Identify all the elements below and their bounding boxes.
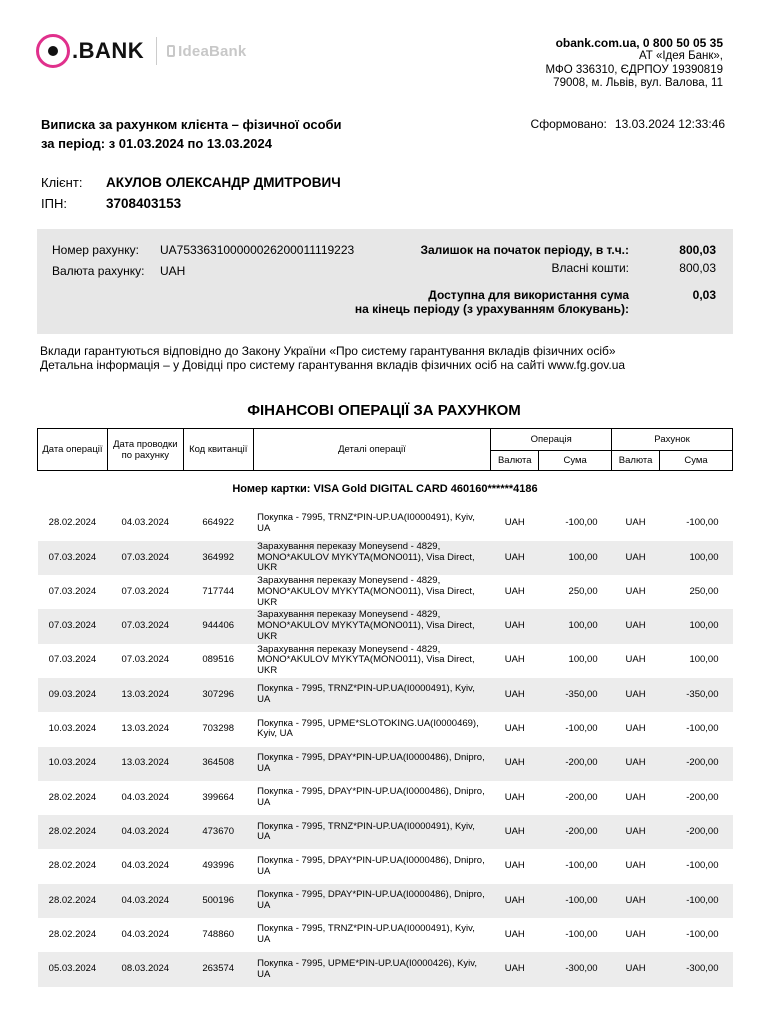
client-name: АКУЛОВ ОЛЕКСАНДР ДМИТРОВИЧ <box>106 175 341 190</box>
deposit-note-line2: Детальна інформація – у Довідці про систему гарантування вкладів фізичних осіб на сайті www.fg.gov.ua <box>40 357 626 372</box>
row-op-amount: 100,00 <box>539 541 612 575</box>
row-details: Зарахування переказу Moneysend - 4829, MONO*AKULOV MYKYTA(MONO011), Visa Direct, UKR <box>257 575 475 608</box>
client-tin-row <box>41 193 341 214</box>
row-post-date: 13.03.2024 <box>121 723 170 735</box>
row-acc-currency: UAH <box>612 609 660 643</box>
row-op-amount: -350,00 <box>539 678 612 712</box>
row-acc-amount: -300,00 <box>660 952 733 986</box>
row-details: Покупка - 7995, DPAY*PIN-UP.UA(I0000486), Dnipro, UA <box>257 786 485 809</box>
header-acc-amount: Сума <box>660 451 733 471</box>
row-details: Покупка - 7995, DPAY*PIN-UP.UA(I0000486), Dnipro, UA <box>257 854 485 877</box>
row-receipt-code: 399664 <box>202 791 235 803</box>
table-row <box>38 747 733 781</box>
row-receipt-code: 703298 <box>202 723 235 735</box>
row-post-date: 04.03.2024 <box>121 928 170 940</box>
table-row <box>38 644 733 678</box>
table-row <box>38 952 733 986</box>
ideabank-logo-text: IdeaBank <box>178 42 247 60</box>
account-currency: UAH <box>160 264 186 278</box>
available-balance-label <box>355 288 629 316</box>
row-details: Зарахування переказу Moneysend - 4829, MONO*AKULOV MYKYTA(MONO011), Visa Direct, UKR <box>253 541 491 575</box>
table-row <box>38 884 733 918</box>
ideabank-logo <box>167 43 246 60</box>
row-op-amount: -100,00 <box>565 928 598 940</box>
row-details: Покупка - 7995, TRNZ*PIN-UP.UA(I0000491), Kyiv, UA <box>257 511 475 534</box>
bank-contact-info <box>546 37 723 90</box>
table-row <box>38 849 733 883</box>
own-funds-value: 800,03 <box>679 261 716 275</box>
row-op-currency: UAH <box>504 928 525 940</box>
row-details: Покупка - 7995, UPME*SLOTOKING.UA(I0000469), Kyiv, UA <box>257 717 479 740</box>
row-acc-currency: UAH <box>612 884 660 918</box>
bank-legal-name: АТ «Ідея Банк», <box>638 50 723 63</box>
row-op-currency: UAH <box>504 517 525 529</box>
row-acc-currency: UAH <box>625 791 646 803</box>
row-acc-amount: -100,00 <box>686 928 719 940</box>
table-row <box>38 815 733 849</box>
row-details: Покупка - 7995, TRNZ*PIN-UP.UA(I0000491), Kyiv, UA <box>257 923 475 946</box>
row-receipt-code: 307296 <box>183 678 253 712</box>
row-acc-currency: UAH <box>612 952 660 986</box>
header-op-amount: Сума <box>539 451 612 471</box>
row-acc-amount: -200,00 <box>660 815 733 849</box>
row-acc-amount: -200,00 <box>686 791 719 803</box>
row-post-date: 04.03.2024 <box>107 815 183 849</box>
obank-logo <box>36 34 246 68</box>
bank-address: 79008, м. Львів, вул. Валова, 11 <box>553 76 723 89</box>
table-row <box>38 541 733 575</box>
row-acc-amount: -100,00 <box>686 723 719 735</box>
available-balance-label-line1: Доступна для використання сума <box>428 288 629 302</box>
generated-value: 13.03.2024 12:33:46 <box>614 117 725 131</box>
row-acc-amount: 250,00 <box>689 585 719 597</box>
table-row <box>38 918 733 952</box>
row-acc-currency: UAH <box>625 654 646 666</box>
row-details: Зарахування переказу Moneysend - 4829, MONO*AKULOV MYKYTA(MONO011), Visa Direct, UKR <box>253 609 491 643</box>
row-op-date: 05.03.2024 <box>38 952 108 986</box>
row-op-date: 28.02.2024 <box>48 860 97 872</box>
row-receipt-code: 473670 <box>183 815 253 849</box>
table-row <box>38 507 733 541</box>
row-acc-currency: UAH <box>625 585 646 597</box>
row-acc-amount: -200,00 <box>660 747 733 781</box>
row-op-currency: UAH <box>504 791 525 803</box>
row-op-currency: UAH <box>491 747 539 781</box>
row-post-date: 04.03.2024 <box>107 884 183 918</box>
opening-balance-label: Залишок на початок періоду, в т.ч.: <box>420 243 629 257</box>
row-receipt-code: 364508 <box>183 747 253 781</box>
row-op-date: 09.03.2024 <box>38 678 108 712</box>
row-post-date: 07.03.2024 <box>107 541 183 575</box>
row-op-date: 28.02.2024 <box>48 928 97 940</box>
table-row <box>38 678 733 712</box>
row-receipt-code: 664922 <box>202 517 235 529</box>
row-op-amount: -100,00 <box>539 884 612 918</box>
row-op-amount: 250,00 <box>568 585 598 597</box>
statement-title-block <box>41 116 342 153</box>
row-post-date: 04.03.2024 <box>121 791 170 803</box>
row-acc-amount: -350,00 <box>660 678 733 712</box>
row-details: Покупка - 7995, UPME*PIN-UP.UA(I0000426), Kyiv, UA <box>253 952 491 986</box>
row-op-amount: -300,00 <box>539 952 612 986</box>
row-acc-amount: 100,00 <box>689 654 719 666</box>
row-acc-currency: UAH <box>612 747 660 781</box>
operations-table <box>37 428 733 987</box>
available-balance-label-line2: на кінець періоду (з урахуванням блокувань): <box>354 302 629 316</box>
row-acc-amount: -100,00 <box>686 517 719 529</box>
account-number-label: Номер рахунку: <box>52 243 139 257</box>
row-post-date: 13.03.2024 <box>107 678 183 712</box>
row-op-amount: -100,00 <box>565 517 598 529</box>
client-name-label: Клієнт: <box>41 175 83 190</box>
opening-balance-value: 800,03 <box>679 243 716 257</box>
row-op-currency: UAH <box>491 815 539 849</box>
row-post-date: 08.03.2024 <box>107 952 183 986</box>
row-op-amount: 100,00 <box>568 654 598 666</box>
row-op-currency: UAH <box>504 585 525 597</box>
deposit-guarantee-note <box>40 345 625 372</box>
row-op-date: 28.02.2024 <box>48 791 97 803</box>
row-op-amount: -200,00 <box>539 815 612 849</box>
logo-divider <box>156 37 157 65</box>
row-acc-currency: UAH <box>625 723 646 735</box>
row-op-currency: UAH <box>504 654 525 666</box>
client-tin-label: ІПН: <box>41 196 67 211</box>
generated-timestamp <box>531 117 725 131</box>
row-post-date: 07.03.2024 <box>107 609 183 643</box>
row-op-amount: -200,00 <box>539 747 612 781</box>
row-op-date: 10.03.2024 <box>38 747 108 781</box>
client-info <box>41 172 341 214</box>
row-op-currency: UAH <box>491 541 539 575</box>
row-op-amount: 100,00 <box>539 609 612 643</box>
obank-logo-text: .BANK <box>72 38 145 63</box>
header-op-currency: Валюта <box>491 451 539 471</box>
account-number: UA753363100000026200011119223 <box>160 243 355 257</box>
header-account: Рахунок <box>612 429 733 451</box>
row-op-date: 28.02.2024 <box>38 815 108 849</box>
row-acc-currency: UAH <box>612 541 660 575</box>
row-op-currency: UAH <box>504 723 525 735</box>
row-post-date: 07.03.2024 <box>121 585 170 597</box>
row-receipt-code: 493996 <box>202 860 235 872</box>
row-acc-amount: -100,00 <box>686 860 719 872</box>
client-name-row <box>41 172 341 193</box>
statement-title: Виписка за рахунком клієнта – фізичної особи <box>41 117 342 132</box>
row-receipt-code: 364992 <box>183 541 253 575</box>
row-acc-currency: UAH <box>612 678 660 712</box>
deposit-note-line1: Вклади гарантуються відповідно до Закону України «Про систему гарантування вкладів фізичних осіб» <box>40 344 616 358</box>
table-row <box>38 609 733 643</box>
generated-label: Сформовано: <box>530 117 607 131</box>
own-funds-label: Власні кошти: <box>551 261 629 275</box>
row-post-date: 13.03.2024 <box>107 747 183 781</box>
table-row <box>38 575 733 609</box>
bank-codes: МФО 336310, ЄДРПОУ 19390819 <box>545 63 723 76</box>
header-operation: Операція <box>491 429 612 451</box>
row-details: Покупка - 7995, DPAY*PIN-UP.UA(I0000486), Dnipro, UA <box>253 747 491 781</box>
row-op-date: 07.03.2024 <box>38 609 108 643</box>
obank-logo-circle-icon <box>36 34 70 68</box>
bank-website-phone: obank.com.ua, 0 800 50 05 35 <box>555 36 723 50</box>
row-op-date: 28.02.2024 <box>48 517 97 529</box>
row-details: Покупка - 7995, TRNZ*PIN-UP.UA(I0000491), Kyiv, UA <box>253 678 491 712</box>
row-op-currency: UAH <box>491 884 539 918</box>
row-receipt-code: 263574 <box>183 952 253 986</box>
row-op-currency: UAH <box>491 609 539 643</box>
account-currency-label: Валюта рахунку: <box>52 264 145 278</box>
row-acc-currency: UAH <box>625 860 646 872</box>
row-op-currency: UAH <box>491 952 539 986</box>
row-post-date: 07.03.2024 <box>121 654 170 666</box>
row-receipt-code: 717744 <box>202 585 235 597</box>
operations-title: ФІНАНСОВІ ОПЕРАЦІЇ ЗА РАХУНКОМ <box>247 402 521 419</box>
row-op-amount: -200,00 <box>565 791 598 803</box>
row-acc-currency: UAH <box>612 815 660 849</box>
row-receipt-code: 089516 <box>202 654 235 666</box>
row-op-date: 07.03.2024 <box>38 541 108 575</box>
row-details: Покупка - 7995, TRNZ*PIN-UP.UA(I0000491), Kyiv, UA <box>253 815 491 849</box>
statement-period: за період: з 01.03.2024 по 13.03.2024 <box>41 135 272 151</box>
row-receipt-code: 944406 <box>183 609 253 643</box>
row-details: Зарахування переказу Moneysend - 4829, MONO*AKULOV MYKYTA(MONO011), Visa Direct, UKR <box>257 643 475 677</box>
header-acc-currency: Валюта <box>612 451 660 471</box>
ideabank-mark-icon <box>167 45 175 57</box>
row-details: Покупка - 7995, DPAY*PIN-UP.UA(I0000486), Dnipro, UA <box>253 884 491 918</box>
header-receipt-code: Код квитанції <box>183 429 253 471</box>
row-op-amount: -100,00 <box>565 860 598 872</box>
card-number: Номер картки: VISA Gold DIGITAL CARD 460160******4186 <box>232 483 538 496</box>
header-op-date: Дата операції <box>38 429 108 471</box>
row-op-amount: -100,00 <box>565 723 598 735</box>
account-summary <box>37 229 733 334</box>
client-tin: 3708403153 <box>106 196 182 211</box>
table-row <box>38 781 733 815</box>
row-op-date: 10.03.2024 <box>48 723 97 735</box>
row-op-date: 07.03.2024 <box>48 654 97 666</box>
table-row <box>38 712 733 746</box>
row-post-date: 04.03.2024 <box>121 860 170 872</box>
row-acc-amount: 100,00 <box>660 609 733 643</box>
row-post-date: 04.03.2024 <box>121 517 170 529</box>
row-receipt-code: 748860 <box>202 928 235 940</box>
row-op-date: 07.03.2024 <box>48 585 97 597</box>
row-acc-currency: UAH <box>625 928 646 940</box>
row-acc-currency: UAH <box>625 517 646 529</box>
available-balance-value: 0,03 <box>692 288 716 302</box>
row-receipt-code: 500196 <box>183 884 253 918</box>
row-op-currency: UAH <box>491 678 539 712</box>
row-op-date: 28.02.2024 <box>38 884 108 918</box>
header-details: Деталі операції <box>253 429 491 471</box>
row-acc-amount: 100,00 <box>660 541 733 575</box>
row-acc-amount: -100,00 <box>660 884 733 918</box>
row-op-currency: UAH <box>504 860 525 872</box>
header-post-date: Дата проводки по рахунку <box>107 429 183 471</box>
